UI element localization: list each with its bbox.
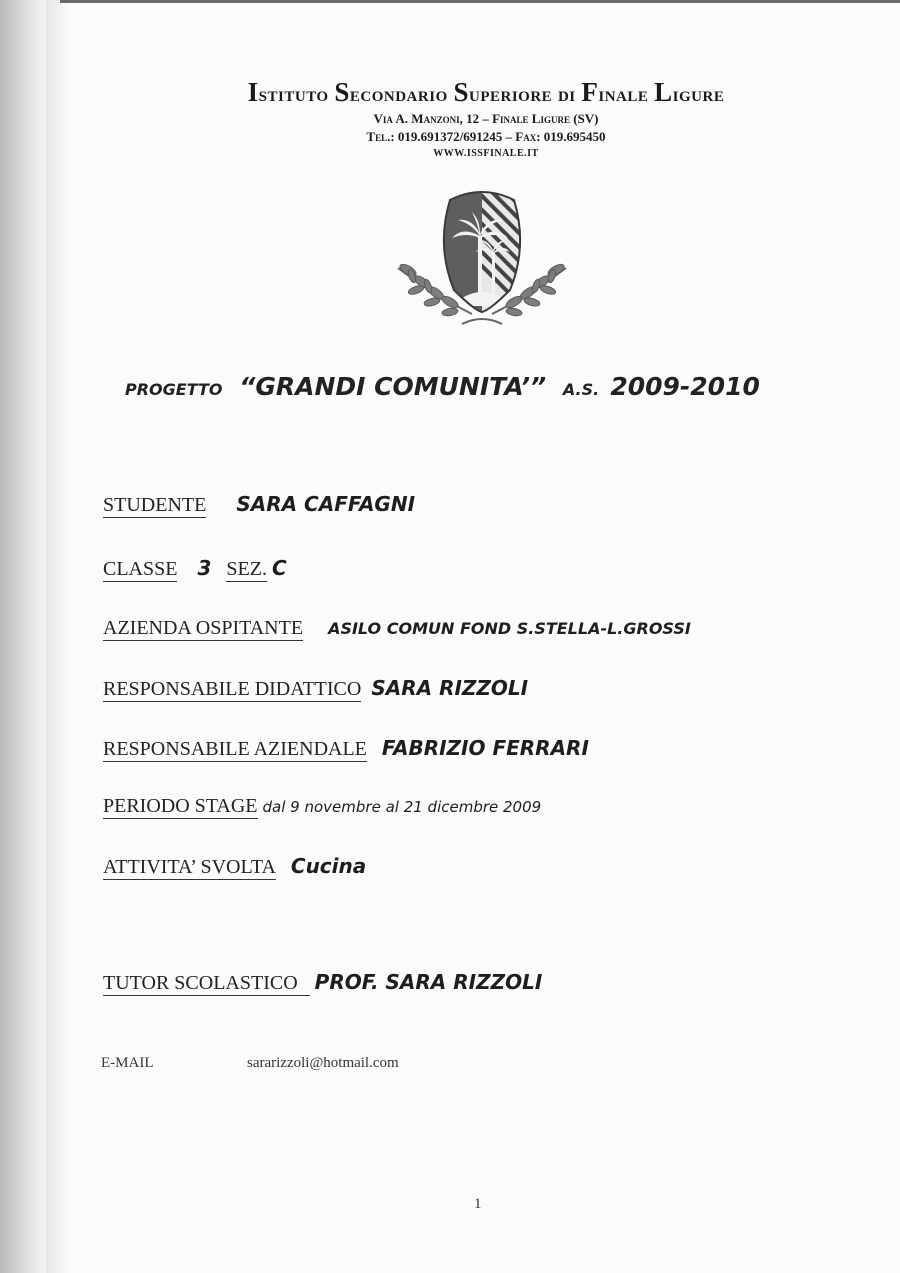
school-name-part: econdario bbox=[349, 82, 448, 106]
company-row bbox=[103, 737, 589, 762]
section-value: C bbox=[271, 556, 287, 580]
project-title bbox=[125, 372, 885, 401]
school-name-part: uperiore bbox=[469, 82, 553, 106]
school-name-part: inale bbox=[598, 82, 649, 106]
student-row bbox=[103, 493, 415, 518]
period-value: dal 9 novembre al 21 dicembre 2009 bbox=[262, 798, 542, 816]
binding-edge bbox=[46, 0, 70, 1273]
school-name-part: stituto bbox=[258, 82, 329, 106]
school-name-part: igure bbox=[672, 82, 725, 106]
didactic-label: RESPONSABILE DIDATTICO bbox=[103, 678, 362, 700]
school-name-part: di bbox=[557, 82, 576, 106]
activity-label: ATTIVITA’ SVOLTA bbox=[103, 856, 276, 878]
tutor-value: PROF. SARA RIZZOLI bbox=[314, 970, 543, 994]
project-name: “GRANDI COMUNITA’” bbox=[239, 372, 547, 401]
project-year: 2009-2010 bbox=[610, 372, 760, 401]
binding-shadow bbox=[0, 0, 46, 1273]
school-name bbox=[0, 76, 900, 110]
student-value: SARA CAFFAGNI bbox=[236, 492, 416, 516]
student-label: STUDENTE bbox=[103, 494, 207, 516]
project-prefix: PROGETTO bbox=[125, 380, 223, 399]
school-address: Via A. Manzoni, 12 – Finale Ligure (SV) bbox=[373, 111, 599, 126]
company-value: FABRIZIO FERRARI bbox=[381, 736, 589, 760]
school-crest-palm-laurel-icon bbox=[392, 186, 572, 336]
host-value: ASILO COMUN FOND S.STELLA-L.GROSSI bbox=[328, 619, 691, 638]
didactic-value: SARA RIZZOLI bbox=[371, 676, 529, 700]
host-label: AZIENDA OSPITANTE bbox=[103, 617, 304, 639]
school-name-part: L bbox=[654, 77, 673, 107]
host-row bbox=[103, 617, 691, 641]
company-label: RESPONSABILE AZIENDALE bbox=[103, 738, 367, 760]
period-label: PERIODO STAGE bbox=[103, 795, 258, 817]
school-name-part: I bbox=[247, 77, 259, 107]
school-phone: Tel.: 019.691372/691245 – Fax: 019.695450 bbox=[366, 129, 606, 144]
period-row bbox=[103, 795, 541, 819]
project-year-prefix: A.S. bbox=[562, 380, 600, 399]
school-header bbox=[0, 76, 900, 162]
email-label: E-MAIL bbox=[101, 1055, 154, 1071]
email-value: sararizzoli@hotmail.com bbox=[247, 1055, 399, 1071]
scan-top-edge bbox=[60, 0, 900, 3]
school-name-part: S bbox=[453, 77, 470, 107]
school-website: WWW.ISSFINALE.IT bbox=[433, 148, 539, 159]
didactic-row bbox=[103, 677, 528, 702]
class-label: CLASSE bbox=[103, 558, 178, 580]
page-number: 1 bbox=[474, 1196, 482, 1212]
school-name-part: F bbox=[581, 77, 599, 107]
section-label: SEZ. bbox=[226, 558, 267, 580]
tutor-label: TUTOR SCOLASTICO bbox=[103, 972, 310, 996]
school-name-part: S bbox=[334, 77, 350, 107]
class-row bbox=[103, 557, 287, 582]
class-value: 3 bbox=[197, 556, 212, 580]
activity-row bbox=[103, 855, 366, 880]
tutor-row bbox=[103, 971, 542, 996]
activity-value: Cucina bbox=[290, 854, 367, 878]
